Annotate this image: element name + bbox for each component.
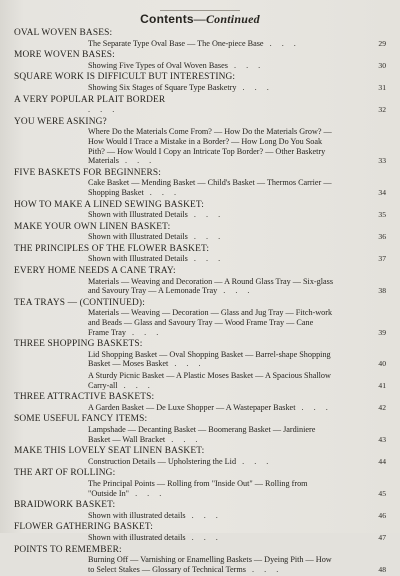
entry-description: [88, 308, 336, 337]
dot-leader: . . .: [236, 456, 273, 466]
entry-description: [88, 511, 336, 521]
title-continued: —Continued: [193, 12, 260, 26]
contents-entry: [0, 392, 400, 412]
entry-description-text: Showing Five Types of Oval Woven Bases: [88, 60, 228, 70]
contents-entry: [0, 522, 400, 542]
dot-leader: . . .: [168, 359, 205, 369]
contents-entry: [0, 117, 400, 166]
entry-description-text: Shown with Illustrated Details: [88, 210, 188, 220]
entry-description: [88, 403, 336, 413]
entry-description: [88, 457, 336, 467]
contents-entry: [0, 545, 400, 575]
contents-entry: [0, 50, 400, 70]
dot-leader: . . .: [245, 564, 283, 574]
contents-entry: [0, 72, 400, 92]
entry-heading: BRAIDWORK BASKET:: [14, 500, 116, 511]
entry-description: [88, 425, 336, 444]
entry-heading: THREE ATTRACTIVE BASKETS:: [14, 392, 155, 403]
contents-entry: [0, 468, 400, 498]
dot-leader: . . .: [217, 286, 254, 296]
entry-description: [88, 254, 336, 264]
entry-description: [88, 61, 336, 71]
entry-description: [88, 479, 336, 498]
dot-leader: . . .: [227, 60, 265, 70]
page-number: 44: [378, 456, 386, 466]
contents-entry: [0, 414, 400, 444]
dot-leader: . . .: [236, 82, 273, 92]
page-number: 48: [378, 564, 386, 574]
page-number: 31: [378, 82, 386, 92]
entry-description-text: Materials — Weaving — Decoration — Glass and Jug Tray — Fitch-work and Beads — Glass and Savoury Tray — Wood Frame Tray — Cane Frame Tray: [88, 308, 333, 337]
entry-description-text: Cake Basket — Mending Basket — Child's Basket — Thermos Carrier — Shopping Basket: [88, 178, 332, 197]
entry-heading: SQUARE WORK IS DIFFICULT BUT INTERESTING:: [14, 72, 236, 83]
entry-heading: FIVE BASKETS FOR BEGINNERS:: [14, 167, 162, 178]
entry-description: [88, 105, 336, 115]
contents-entry: [0, 95, 400, 115]
entry-description-text: The Separate Type Oval Base — The One-piece Base: [88, 38, 264, 48]
entry-heading: YOU WERE ASKING?: [14, 116, 107, 127]
entry-description-text: Shown with illustrated details: [88, 532, 186, 542]
entry-description: [88, 555, 336, 574]
page-number: 46: [378, 510, 386, 520]
page-number: 39: [378, 327, 386, 337]
entry-description: [88, 210, 336, 220]
dot-leader: . . .: [185, 532, 222, 542]
page-number: 29: [378, 38, 386, 48]
page-number: 45: [378, 488, 386, 498]
entry-description: [88, 371, 336, 390]
page-title: [0, 12, 400, 27]
entry-description: [88, 533, 336, 543]
page-number: 40: [378, 359, 386, 369]
page-number: 37: [378, 254, 386, 264]
entry-heading: TEA TRAYS — (CONTINUED):: [14, 297, 145, 308]
entry-description: [88, 232, 336, 242]
entry-description: [88, 39, 336, 49]
contents-entry: [0, 266, 400, 296]
dot-leader: . . .: [117, 380, 154, 390]
entry-description-text: Where Do the Materials Come From? — How Do the Materials Grow? — How Would I Trace a Mistake in a Border? — How Long Do You Soak Pith? — How Would I Copy an Intricate Top Border? — Other Basketry Materials: [88, 127, 332, 166]
entry-heading: THE PRINCIPLES OF THE FLOWER BASKET:: [14, 243, 210, 254]
entry-description-text: A Garden Basket — De Luxe Shopper — A Wastepaper Basket: [88, 402, 296, 412]
entry-heading: POINTS TO REMEMBER:: [14, 544, 122, 555]
contents-entry: [0, 500, 400, 520]
page-number: 36: [378, 232, 386, 242]
contents-entry: [0, 339, 400, 369]
page-number: 33: [378, 156, 386, 166]
entry-description-text: A Sturdy Picnic Basket — A Plastic Moses Basket — A Spacious Shallow Carry-all: [88, 371, 331, 390]
contents-entry: [0, 28, 400, 48]
entry-description: [88, 127, 336, 165]
entry-heading: MAKE YOUR OWN LINEN BASKET:: [14, 221, 171, 232]
entry-heading: SOME USEFUL FANCY ITEMS:: [14, 414, 148, 425]
dot-leader: . . .: [187, 210, 225, 220]
contents-entry: [0, 168, 400, 198]
contents-list: [0, 28, 400, 576]
contents-entry: [0, 298, 400, 337]
dot-leader: . . .: [165, 434, 202, 444]
page-number: 47: [378, 532, 386, 542]
dot-leader: . . .: [295, 402, 332, 412]
entry-heading: THE ART OF ROLLING:: [14, 468, 116, 479]
entry-description: [88, 350, 336, 369]
entry-description-text: Shown with illustrated details: [88, 510, 186, 520]
dot-leader: . . .: [143, 187, 181, 197]
page-number: 43: [378, 434, 386, 444]
entry-heading: HOW TO MAKE A LINED SEWING BASKET:: [14, 199, 205, 210]
dot-leader: . . .: [185, 510, 222, 520]
page-number: 35: [378, 210, 386, 220]
page-number: 30: [378, 60, 386, 70]
dot-leader: . . .: [88, 105, 119, 115]
entry-heading: OVAL WOVEN BASES:: [14, 28, 113, 38]
entry-description-text: Construction Details — Upholstering the Lid: [88, 456, 237, 466]
contents-entry: [0, 371, 400, 390]
entry-description: [88, 178, 336, 197]
dot-leader: . . .: [187, 232, 225, 242]
entry-heading: EVERY HOME NEEDS A CANE TRAY:: [14, 266, 176, 277]
entry-description-text: Lampshade — Decanting Basket — Boomerang Basket — Jardiniere Basket — Wall Bracket: [88, 424, 316, 444]
contents-entry: [0, 200, 400, 220]
contents-entry: [0, 222, 400, 242]
entry-heading: FLOWER GATHERING BASKET:: [14, 522, 154, 533]
page-number: 32: [378, 105, 386, 115]
entry-heading: MORE WOVEN BASES:: [14, 50, 115, 61]
dot-leader: . . .: [118, 156, 156, 166]
dot-leader: . . .: [125, 327, 163, 337]
entry-description-text: Showing Six Stages of Square Type Basketry: [88, 82, 237, 92]
dot-leader: . . .: [187, 254, 225, 264]
page-number: 42: [378, 402, 386, 412]
contents-entry: [0, 446, 400, 466]
page-number: 41: [378, 380, 386, 390]
entry-description-text: Materials — Weaving and Decoration — A Round Glass Tray — Six-glass and Savoury Tray — A Lemonade Tray: [88, 276, 334, 296]
contents-entry: [0, 244, 400, 264]
entry-description-text: Shown with Illustrated Details: [88, 232, 188, 242]
page-number: 38: [378, 286, 386, 296]
dot-leader: . . .: [263, 38, 300, 48]
entry-description-text: The Principal Points — Rolling from "Inside Out" — Rolling from "Outside In": [88, 478, 308, 498]
entry-heading: MAKE THIS LOVELY SEAT LINEN BASKET:: [14, 446, 205, 457]
entry-description-text: Burning Off — Varnishing or Enamelling Baskets — Dyeing Pith — How to Select Stakes — Glossary of Technical Terms: [88, 555, 332, 574]
entry-description: [88, 277, 336, 296]
title-main: Contents: [140, 12, 194, 26]
entry-description-text: Lid Shopping Basket — Oval Shopping Basket — Barrel-shape Shopping Basket — Moses Basket: [88, 349, 331, 369]
entry-description: [88, 83, 336, 93]
entry-heading: A VERY POPULAR PLAIT BORDER: [14, 94, 166, 105]
title-rule: [160, 10, 240, 11]
page-number: 34: [378, 187, 386, 197]
dot-leader: . . .: [129, 488, 166, 498]
entry-description-text: Shown with Illustrated Details: [88, 254, 188, 264]
entry-heading: THREE SHOPPING BASKETS:: [14, 339, 143, 350]
